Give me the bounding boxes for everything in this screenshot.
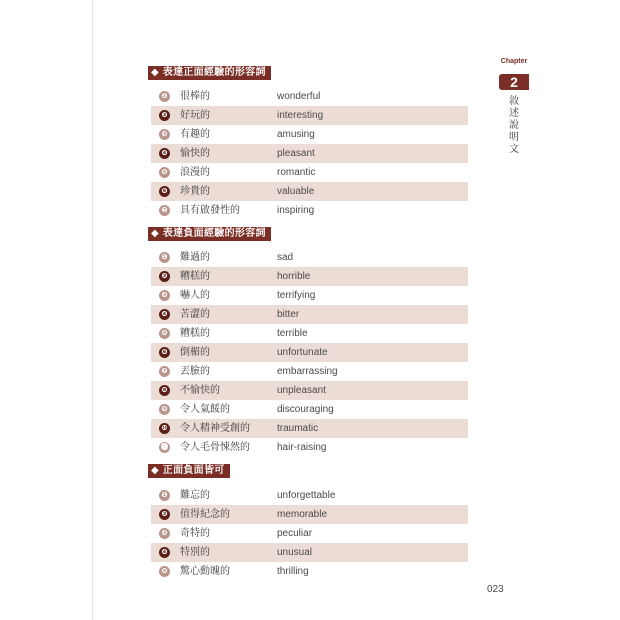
- item-number: ❻: [159, 186, 170, 197]
- list-item: [151, 438, 468, 457]
- item-number: ❺: [159, 167, 170, 178]
- item-english: peculiar: [277, 528, 313, 539]
- list-item: [151, 324, 468, 343]
- item-chinese: 令人氣餒的: [180, 404, 230, 415]
- item-chinese: 珍貴的: [180, 186, 210, 197]
- item-chinese: 難過的: [180, 252, 210, 263]
- item-number: ❼: [159, 366, 170, 377]
- item-english: amusing: [277, 129, 315, 140]
- item-number: ❷: [159, 271, 170, 282]
- item-number: ❷: [159, 110, 170, 121]
- item-english: romantic: [277, 167, 316, 178]
- item-chinese: 令人毛骨悚然的: [180, 442, 250, 453]
- item-english: hair-raising: [277, 442, 327, 453]
- list-item: [151, 87, 468, 106]
- list-item: [151, 163, 468, 182]
- item-number: ❶: [159, 91, 170, 102]
- item-english: unforgettable: [277, 490, 336, 501]
- item-number: ❼: [159, 205, 170, 216]
- item-chinese: 特別的: [180, 547, 210, 558]
- list-item: [151, 248, 468, 267]
- list-item: [151, 125, 468, 144]
- item-english: pleasant: [277, 148, 315, 159]
- item-english: inspiring: [277, 205, 315, 216]
- list-item: [151, 286, 468, 305]
- item-english: embarrassing: [277, 366, 338, 377]
- item-english: sad: [277, 252, 294, 263]
- item-number: ❻: [159, 347, 170, 358]
- item-number: ❷: [159, 509, 170, 520]
- list-item: [151, 486, 468, 505]
- item-english: thrilling: [277, 566, 309, 577]
- list-item: [151, 201, 468, 220]
- item-number: ❺: [159, 328, 170, 339]
- item-english: valuable: [277, 186, 315, 197]
- item-english: memorable: [277, 509, 328, 520]
- section-heading-positive: ◆ 表達正面經驗的形容詞: [148, 66, 271, 80]
- item-chinese: 令人精神受創的: [180, 423, 250, 434]
- chapter-title: 敘述說明文: [509, 96, 519, 155]
- list-item: [151, 381, 468, 400]
- item-number: ❽: [159, 385, 170, 396]
- chapter-number: 2: [499, 74, 529, 90]
- item-english: traumatic: [277, 423, 319, 434]
- item-chinese: 苦澀的: [180, 309, 210, 320]
- item-number: ❾: [159, 404, 170, 415]
- item-chinese: 嚇人的: [180, 290, 210, 301]
- list-item: [151, 362, 468, 381]
- item-english: discouraging: [277, 404, 334, 415]
- list-item: [151, 343, 468, 362]
- item-chinese: 有趣的: [180, 129, 210, 140]
- item-chinese: 浪漫的: [180, 167, 210, 178]
- item-chinese: 奇特的: [180, 528, 210, 539]
- item-number: ❸: [159, 528, 170, 539]
- item-number: ❸: [159, 129, 170, 140]
- item-chinese: 糟糕的: [180, 328, 210, 339]
- item-english: horrible: [277, 271, 311, 282]
- list-item: [151, 106, 468, 125]
- item-english: bitter: [277, 309, 300, 320]
- list-item: [151, 400, 468, 419]
- list-item: [151, 543, 468, 562]
- list-item: [151, 144, 468, 163]
- list-item: [151, 267, 468, 286]
- item-english: terrible: [277, 328, 308, 339]
- item-chinese: 值得紀念的: [180, 509, 230, 520]
- list-item: [151, 562, 468, 581]
- item-english: unpleasant: [277, 385, 326, 396]
- item-number: ⓫: [161, 443, 168, 451]
- item-english: unfortunate: [277, 347, 328, 358]
- list-item: [151, 182, 468, 201]
- item-chinese: 具有啟發性的: [180, 205, 240, 216]
- item-english: unusual: [277, 547, 313, 558]
- item-number: ❹: [159, 547, 170, 558]
- item-number: ❺: [159, 566, 170, 577]
- chapter-tab: [498, 58, 530, 156]
- item-chinese: 愉快的: [180, 148, 210, 159]
- item-number: ❹: [159, 148, 170, 159]
- item-chinese: 糟糕的: [180, 271, 210, 282]
- item-chinese: 難忘的: [180, 490, 210, 501]
- item-chinese: 倒楣的: [180, 347, 210, 358]
- chapter-label: Chapter: [500, 58, 528, 65]
- list-item: [151, 524, 468, 543]
- item-number: ❶: [159, 252, 170, 263]
- item-chinese: 丟臉的: [180, 366, 210, 377]
- item-english: wonderful: [277, 91, 321, 102]
- list-item: [151, 419, 468, 438]
- item-number: ❿: [159, 423, 170, 434]
- page-number: 023: [487, 584, 504, 595]
- list-item: [151, 505, 468, 524]
- item-number: ❸: [159, 290, 170, 301]
- item-chinese: 驚心動魄的: [180, 566, 230, 577]
- item-chinese: 很棒的: [180, 91, 210, 102]
- list-item: [151, 305, 468, 324]
- item-number: ❶: [159, 490, 170, 501]
- item-number: ❹: [159, 309, 170, 320]
- item-chinese: 不愉快的: [180, 385, 220, 396]
- item-english: interesting: [277, 110, 324, 121]
- item-english: terrifying: [277, 290, 316, 301]
- section-heading-negative: ◆ 表達負面經驗的形容詞: [148, 227, 271, 241]
- section-heading-both: ◆ 正面負面皆可: [148, 464, 230, 478]
- item-chinese: 好玩的: [180, 110, 210, 121]
